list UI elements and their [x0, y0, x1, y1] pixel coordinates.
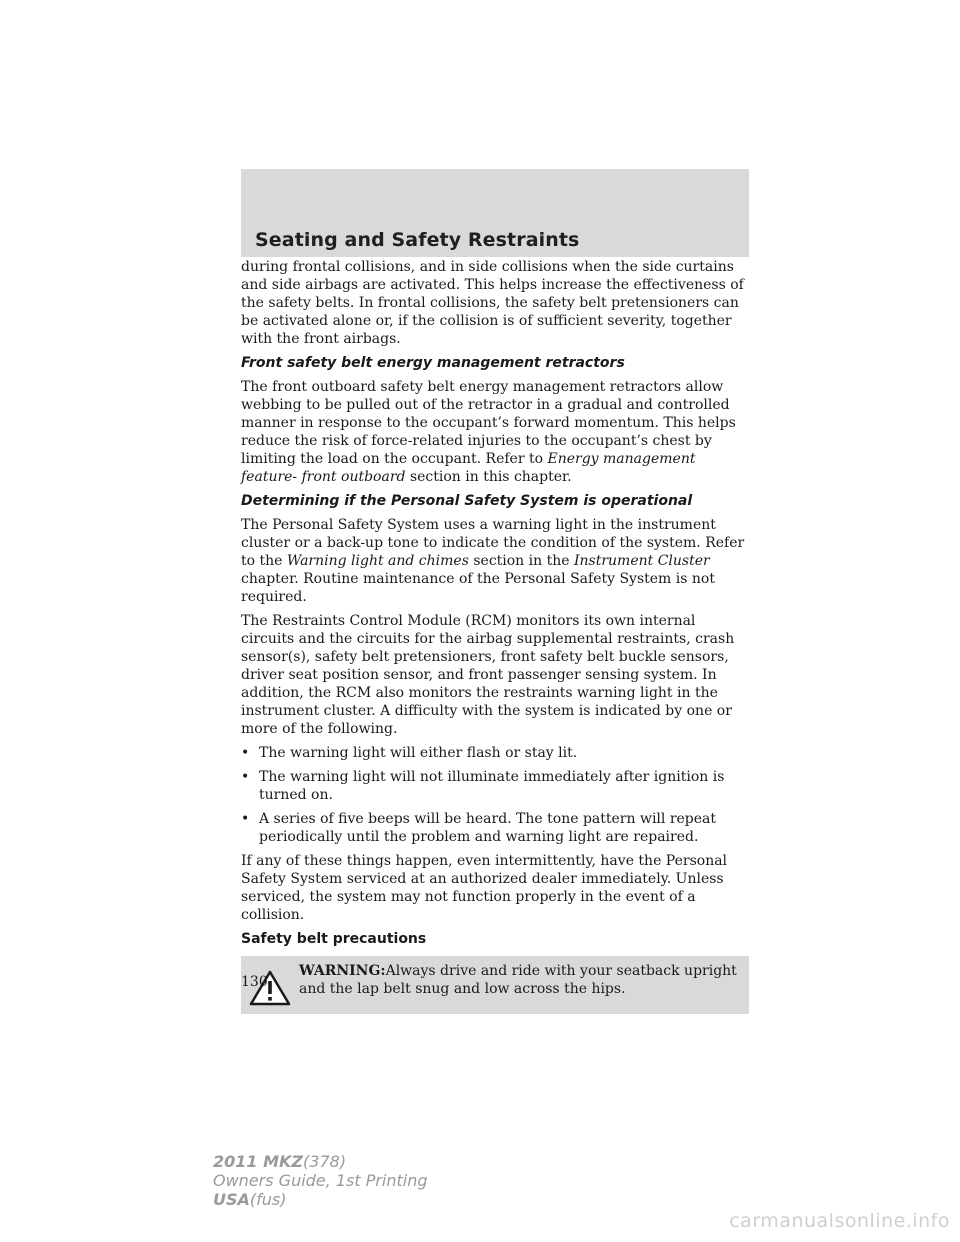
warning-label: WARNING:	[299, 963, 386, 979]
list-item-text: The warning light will either flash or stay lit.	[259, 745, 578, 761]
heading-energy-management-retractors: Front safety belt energy management retractors	[241, 355, 625, 371]
reference-instrument-cluster: Instrument Cluster	[573, 553, 710, 569]
paragraph-retractors	[241, 378, 751, 486]
paragraph-retractors-text: The front outboard safety belt energy management retractors allow webbing to be pulled out of the retractor in a gradual and controlled manner in response to the occupant’s forward momentum. This helps reduce the risk of force-related injuries to the occupant’s chest by limiting the load on the occupant. Refer to	[241, 379, 736, 467]
list-item	[241, 744, 751, 762]
paragraph-intro: during frontal collisions, and in side collisions when the side curtains and side airbags are activated. This helps increase the effectiveness of the safety belts. In frontal collisions, the safety belt pretensioners can be activated alone or, if the collision is of sufficient severity, together with the front airbags.	[241, 259, 744, 347]
list-item	[241, 810, 751, 846]
paragraph-retractors-tail: section in this chapter.	[409, 469, 572, 485]
bullet-symbol: •	[241, 745, 250, 761]
section-title: Seating and Safety Restraints	[255, 229, 580, 251]
warning-text	[299, 962, 741, 998]
list-item	[241, 768, 751, 804]
page-content	[241, 258, 751, 1014]
paragraph-warning-light-tail: chapter. Routine maintenance of the Personal Safety System is not required.	[241, 571, 715, 605]
paragraph-rcm: The Restraints Control Module (RCM) monitors its own internal circuits and the circuits for the airbag supplemental restraints, crash sensor(s), safety belt pretensioners, front safety belt buckle sensors, driver seat position sensor, and front passenger sensing system. In addition, the RCM also monitors the restraints warning light in the instrument cluster. A difficulty with the system is indicated by one or more of the following.	[241, 613, 735, 737]
paragraph-warning-light-mid: section in the	[473, 553, 570, 569]
paragraph-service: If any of these things happen, even intermittently, have the Personal Safety System serviced at an authorized dealer immediately. Unless serviced, the system may not function properly in the event of a collision.	[241, 853, 728, 923]
paragraph-warning-light	[241, 516, 751, 606]
footer-line-region	[213, 1190, 428, 1209]
list-item-text: The warning light will not illuminate immediately after ignition is turned on.	[259, 769, 725, 803]
footer-region: USA	[213, 1190, 250, 1209]
bullet-symbol: •	[241, 811, 250, 827]
footer-region-code: (fus)	[249, 1190, 287, 1209]
heading-system-operational: Determining if the Personal Safety System is operational	[241, 493, 693, 509]
footer-model: 2011 MKZ	[213, 1152, 304, 1171]
footer-model-code: (378)	[303, 1152, 347, 1171]
reference-energy-management-feature: Energy management feature- front outboard	[241, 451, 696, 485]
list-item-text: A series of five beeps will be heard. The tone pattern will repeat periodically until the problem and warning light are repaired.	[259, 811, 717, 845]
page-number: 130	[241, 974, 268, 990]
section-header-band	[241, 169, 749, 257]
warning-box	[241, 956, 749, 1014]
footer-line-model	[213, 1152, 428, 1171]
paragraph-warning-light-text: The Personal Safety System uses a warning light in the instrument cluster or a back-up tone to indicate the condition of the system. Refer to the	[241, 517, 745, 569]
print-footer	[213, 1152, 428, 1209]
watermark: carmanualsonline.info	[729, 1210, 950, 1232]
heading-safety-belt-precautions: Safety belt precautions	[241, 931, 427, 947]
footer-line-printing: Owners Guide, 1st Printing	[213, 1171, 428, 1190]
warning-message: Always drive and ride with your seatback upright and the lap belt snug and low across the hips.	[299, 963, 737, 997]
reference-warning-light-chimes: Warning light and chimes	[286, 553, 469, 569]
bullet-symbol: •	[241, 769, 250, 785]
